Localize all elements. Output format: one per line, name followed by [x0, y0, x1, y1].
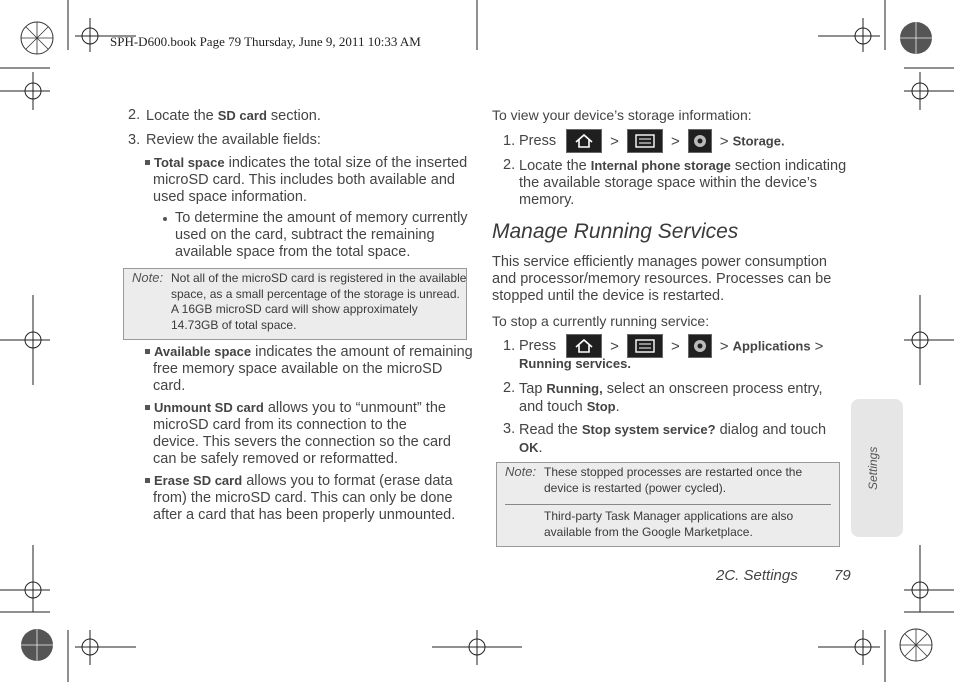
note-divider [505, 504, 831, 505]
stop-intro: To stop a currently running service: [492, 313, 710, 329]
page-number: 79 [834, 567, 851, 584]
bullet-icon [145, 405, 150, 410]
running-services-label: Running services. [519, 356, 631, 371]
step-3: Review the available fields: [146, 132, 321, 148]
step-number: 3. [128, 132, 141, 148]
settings-icon [688, 334, 712, 358]
home-key-icon [566, 334, 602, 358]
settings-icon [688, 129, 712, 153]
unmount-item: Unmount SD card allows you to “unmount” the microSD card from its connection to the device. This severs the connection so the card can be safely removed or reformatted. [145, 399, 451, 468]
erase-item: Erase SD card allows you to format (erase data from) the microSD card. This can only be done after a card that has been properly unmounted. [145, 472, 455, 524]
bullet-icon [145, 478, 150, 483]
storage-intro: To view your device’s storage information: [492, 107, 752, 123]
menu-key-icon [627, 129, 663, 153]
book-header: SPH-D600.book Page 79 Thursday, June 9, 2011 10:33 AM [110, 34, 421, 49]
bullet-icon [145, 349, 150, 354]
section-tab-label: Settings [866, 446, 880, 490]
sub-bullet: To determine the amount of memory currently used on the card, subtract the remaining available space from the total space. [175, 210, 468, 260]
bullet-icon [163, 217, 167, 221]
step-number: 3. [503, 421, 516, 437]
step-number: 1. [503, 133, 516, 149]
section-heading: Manage Running Services [492, 220, 739, 243]
bullet-icon [145, 160, 150, 165]
step-2: Locate the SD card section. [146, 108, 321, 124]
storage-step-1: Press > > > Storage. [519, 129, 785, 153]
note-box: Note: These stopped processes are restarted once the device is restarted (power cycled). Third-party Task Manager applications are also available from the Google Marketplace. [496, 462, 840, 547]
step-number: 2. [503, 380, 516, 396]
step-number: 2. [503, 157, 516, 173]
menu-key-icon [627, 334, 663, 358]
step-number: 2. [128, 107, 141, 123]
stop-step-3: Read the Stop system service? dialog and touch OK. [519, 422, 827, 456]
total-space-item: Total space indicates the total size of the inserted microSD card. This includes both available and used space information. [145, 154, 467, 206]
running-services-para: This service efficiently manages power consumption and processor/memory resources. Processes can be stopped until the device is restarted. [492, 254, 832, 304]
footer-section: 2C. Settings [716, 567, 798, 584]
stop-step-1: Press > > > Applications > [519, 334, 827, 358]
storage-step-2: Locate the Internal phone storage section indicating the available storage space within the device’s memory. [519, 158, 847, 208]
step-number: 1. [503, 338, 516, 354]
stop-step-2: Tap Running, select an onscreen process entry, and touch Stop. [519, 381, 823, 415]
home-key-icon [566, 129, 602, 153]
note-box: Note: Not all of the microSD card is registered in the available space, as a small percentage of the storage is unread. A 16GB microSD card will show approximately 14.73GB of total space. [123, 268, 467, 340]
available-space-item: Available space indicates the amount of remaining free memory space available on the microSD card. [145, 343, 473, 395]
